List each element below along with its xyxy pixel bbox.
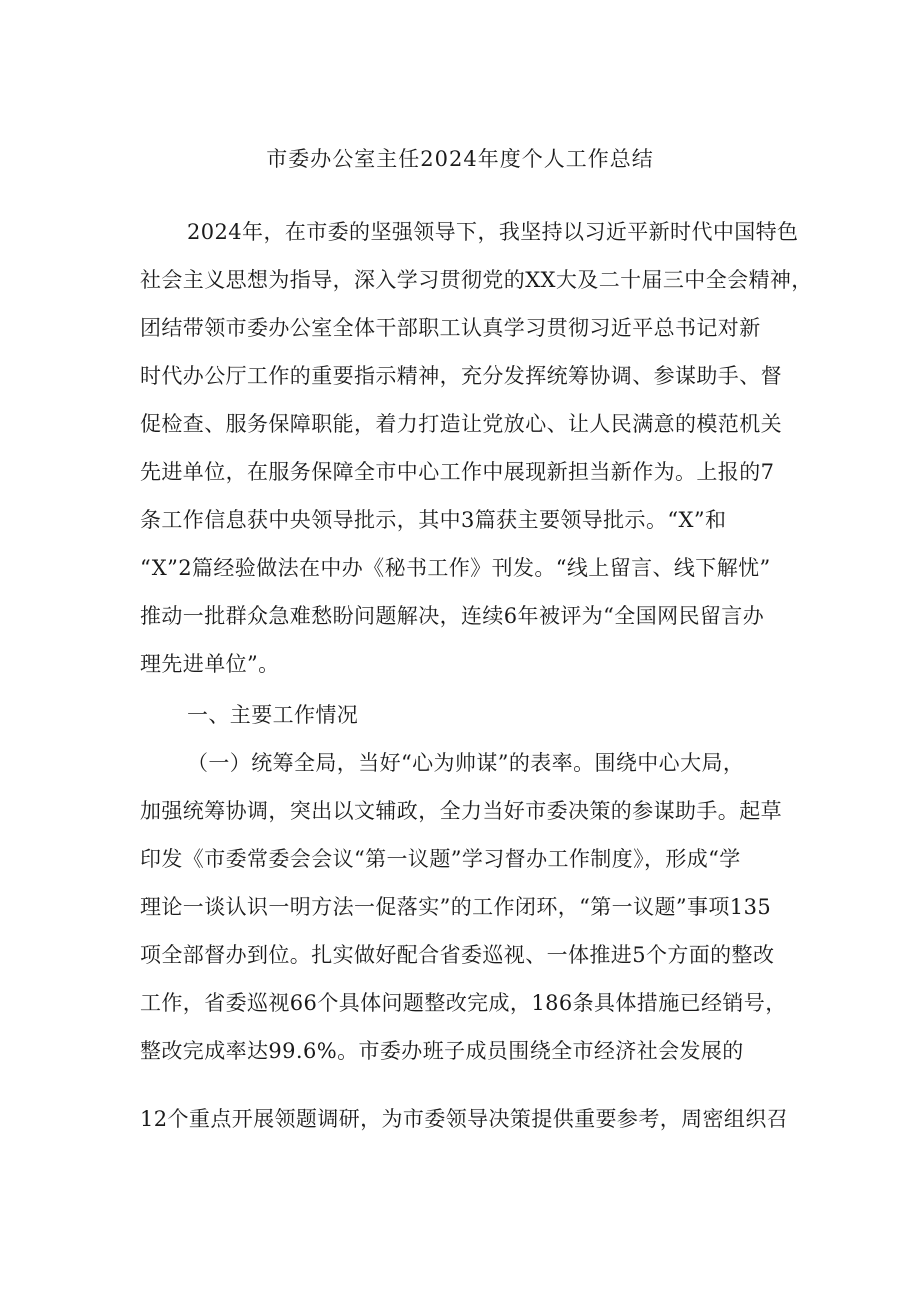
body-line: 条工作信息获中央领导批示，其中3篇获主要领导批示。“X”和 xyxy=(140,508,727,532)
body-line: 时代办公厅工作的重要指示精神，充分发挥统筹协调、参谋助手、督 xyxy=(140,364,782,388)
body-line: （一）统筹全局，当好“心为帅谋”的表率。围绕中心大局， xyxy=(187,751,745,775)
body-line: 理论一谈认识一明方法一促落实”的工作闭环，“第一议题”事项135 xyxy=(140,895,772,919)
body-line: 促检查、服务保障职能，着力打造让党放心、让人民满意的模范机关 xyxy=(140,412,782,436)
body-line: 项全部督办到位。扎实做好配合省委巡视、一体推进5个方面的整改 xyxy=(140,943,775,967)
body-line: 推动一批群众急难愁盼问题解决，连续6年被评为“全国网民留言办 xyxy=(140,604,765,628)
body-line: 团结带领市委办公室全体干部职工认真学习贯彻习近平总书记对新 xyxy=(140,316,761,340)
body-line: “X”2篇经验做法在中办《秘书工作》刊发。“线上留言、线下解忧” xyxy=(140,556,771,580)
section-heading: 一、主要工作情况 xyxy=(187,703,359,727)
body-line: 理先进单位”。 xyxy=(140,652,280,676)
body-line: 先进单位，在服务保障全市中心工作中展现新担当新作为。上报的7 xyxy=(140,460,775,484)
body-line: 12个重点开展领题调研，为市委领导决策提供重要参考，周密组织召 xyxy=(140,1107,789,1131)
document-title: 市委办公室主任2024年度个人工作总结 xyxy=(266,147,654,171)
body-line: 社会主义思想为指导，深入学习贯彻党的XX大及二十届三中全会精神， xyxy=(140,268,813,292)
body-line: 整改完成率达99.6%。市委办班子成员围绕全市经济社会发展的 xyxy=(140,1039,744,1063)
body-line: 2024年，在市委的坚强领导下，我坚持以习近平新时代中国特色 xyxy=(187,220,799,244)
body-line: 加强统筹协调，突出以文辅政，全力当好市委决策的参谋助手。起草 xyxy=(140,799,782,823)
body-line: 印发《市委常委会会议“第一议题”学习督办工作制度》，形成“学 xyxy=(140,847,741,871)
body-line: 工作，省委巡视66个具体问题整改完成，186条具体措施已经销号， xyxy=(140,991,787,1015)
